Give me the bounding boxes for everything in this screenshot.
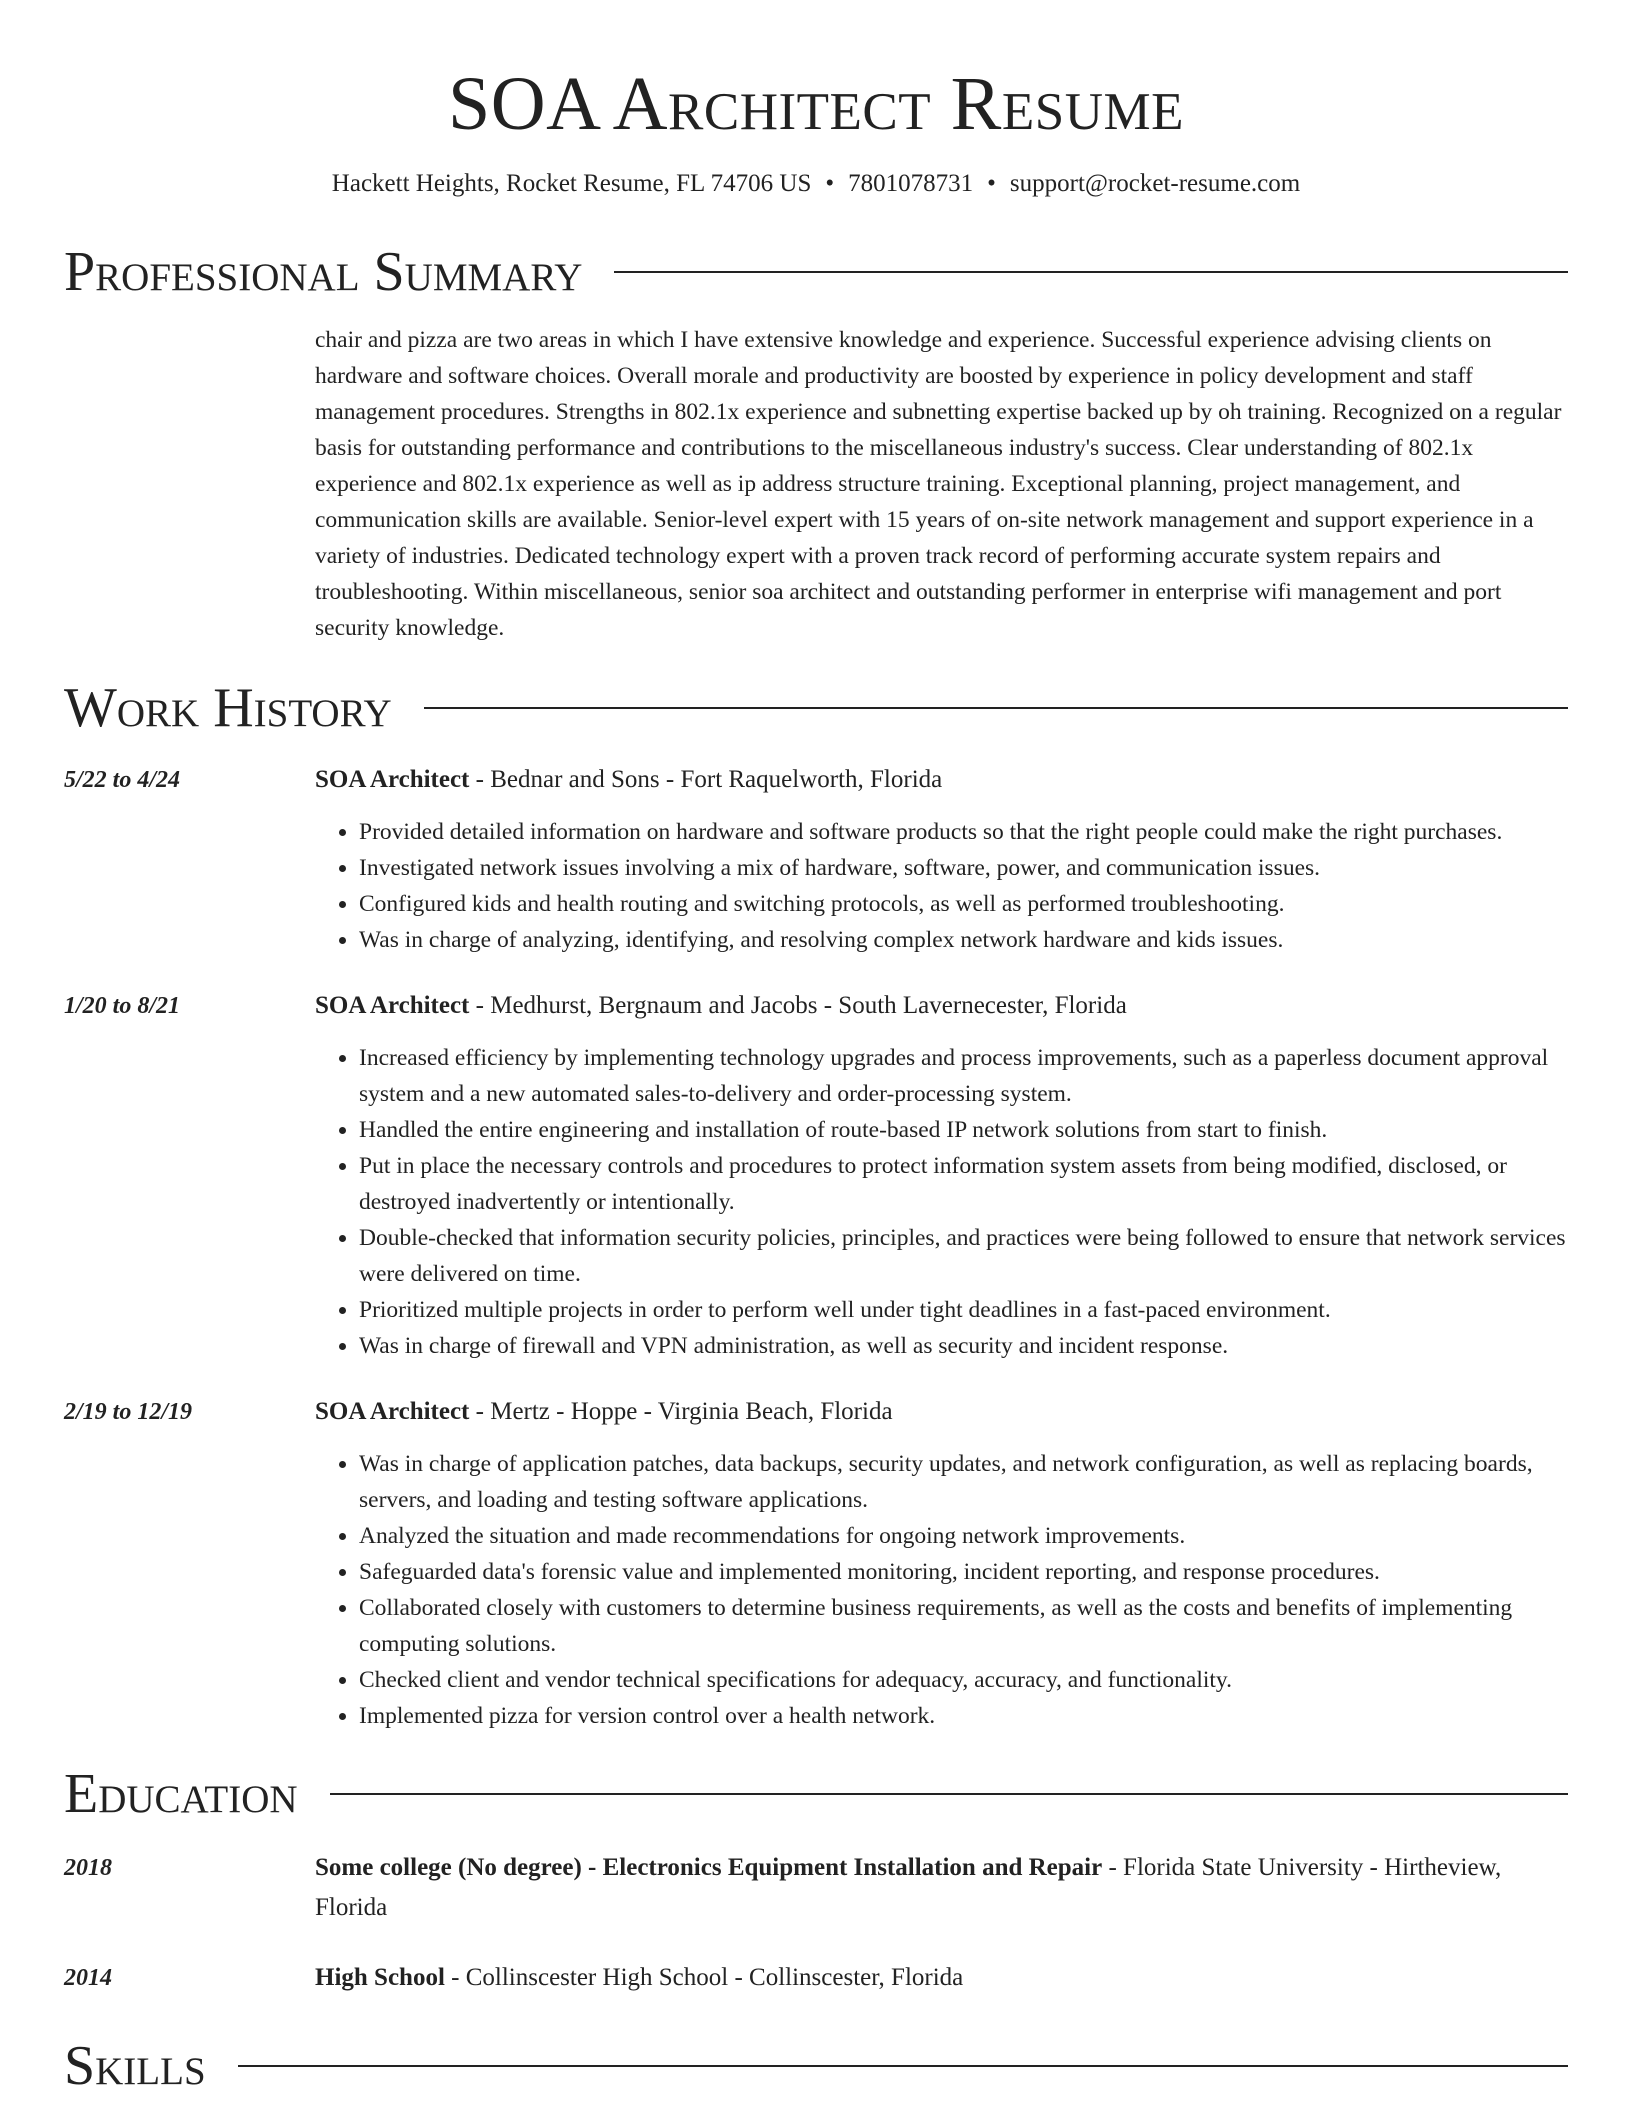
contact-separator: • <box>987 170 996 197</box>
summary-section-header <box>64 242 1568 302</box>
section-divider <box>238 2065 1568 2067</box>
education-body <box>315 1958 1568 1998</box>
education-degree: Some college (No degree) - Electronics Equipment Installation and Repair <box>315 1854 1103 1881</box>
job-entry <box>64 1394 1568 1734</box>
work-section-header <box>64 678 1568 738</box>
job-bullet: • Provided detailed information on hardware and software products so that the right people could make the right purchases. <box>359 814 1568 850</box>
section-divider <box>614 271 1568 273</box>
job-bullet: • Configured kids and health routing and switching protocols, as well as performed troubleshooting. <box>359 886 1568 922</box>
job-entry <box>64 988 1568 1364</box>
contact-line <box>64 168 1568 200</box>
skills-heading: Skills <box>64 2035 206 2097</box>
work-heading: Work History <box>64 677 392 739</box>
job-heading <box>315 988 1568 1024</box>
job-employer: - Bednar and Sons - Fort Raquelworth, Florida <box>469 766 943 793</box>
job-bullets <box>315 814 1568 958</box>
job-bullets <box>315 1446 1568 1734</box>
job-bullet: • Collaborated closely with customers to determine business requirements, as well as the costs and benefits of implementing computing solutions. <box>359 1590 1568 1662</box>
job-dates: 1/20 to 8/21 <box>64 993 181 1019</box>
job-bullet: • Increased efficiency by implementing technology upgrades and process improvements, such as a paperless document approval system and a new automated sales-to-delivery and order-processing system. <box>359 1040 1568 1112</box>
job-bullet: • Analyzed the situation and made recommendations for ongoing network improvements. <box>359 1518 1568 1554</box>
job-bullet: • Investigated network issues involving a mix of hardware, software, power, and communication issues. <box>359 850 1568 886</box>
education-school: - Florida State University - Hirtheview, Florida <box>315 1854 1502 1921</box>
resume-title: SOA Architect Resume <box>448 62 1184 146</box>
job-title: SOA Architect <box>315 992 470 1019</box>
education-section-header <box>64 1764 1568 1824</box>
education-year: 2018 <box>64 1855 112 1881</box>
education-entry <box>64 1848 1568 1928</box>
contact-separator: • <box>825 170 835 197</box>
job-body <box>315 1394 1568 1734</box>
contact-phone: 7801078731 <box>848 170 974 197</box>
job-dates: 2/19 to 12/19 <box>64 1399 193 1425</box>
education-school: - Collinscester High School - Collinscester, Florida <box>444 1964 964 1991</box>
job-entry <box>64 762 1568 958</box>
job-bullet: • Handled the entire engineering and installation of route-based IP network solutions from start to finish. <box>359 1112 1568 1148</box>
job-bullets <box>315 1040 1568 1364</box>
job-title: SOA Architect <box>315 766 470 793</box>
job-body <box>315 762 1568 958</box>
contact-address: Hackett Heights, Rocket Resume, FL 74706 US <box>331 170 812 197</box>
job-bullet: • Was in charge of application patches, data backups, security updates, and network configuration, as well as replacing boards, servers, and loading and testing software applications. <box>359 1446 1568 1518</box>
job-bullet: • Was in charge of analyzing, identifying, and resolving complex network hardware and kids issues. <box>359 922 1568 958</box>
summary-heading: Professional Summary <box>64 241 583 303</box>
job-heading <box>315 762 1568 798</box>
education-heading: Education <box>64 1763 298 1825</box>
education-year: 2014 <box>64 1965 112 1991</box>
skills-section-header <box>64 2036 1568 2096</box>
job-employer: - Medhurst, Bergnaum and Jacobs - South Lavernecester, Florida <box>469 992 1127 1019</box>
job-bullet: • Prioritized multiple projects in order to perform well under tight deadlines in a fast-paced environment. <box>359 1292 1568 1328</box>
job-bullet: • Checked client and vendor technical specifications for adequacy, accuracy, and functionality. <box>359 1662 1568 1698</box>
job-bullet: • Safeguarded data's forensic value and implemented monitoring, incident reporting, and response procedures. <box>359 1554 1568 1590</box>
education-degree: High School <box>315 1964 445 1991</box>
job-bullet: • Implemented pizza for version control over a health network. <box>359 1698 1568 1734</box>
job-employer: - Mertz - Hoppe - Virginia Beach, Florida <box>469 1398 893 1425</box>
education-body <box>315 1848 1568 1928</box>
job-bullet: • Was in charge of firewall and VPN administration, as well as security and incident response. <box>359 1328 1568 1364</box>
contact-email: support@rocket-resume.com <box>1009 170 1301 197</box>
job-title: SOA Architect <box>315 1398 470 1425</box>
summary-text: chair and pizza are two areas in which I have extensive knowledge and experience. Successful experience advising clients on hardware and software choices. Overall morale and productivity are boosted by experience in policy development and staff management procedures. Strengths in 802.1x experience and subnetting expertise backed up by oh training. Recognized on a regular basis for outstanding performance and contributions to the miscellaneous industry's success. Clear understanding of 802.1x experience and 802.1x experience as well as ip address structure training. Exceptional planning, project management, and communication skills are available. Senior-level expert with 15 years of on-site network management and support experience in a variety of industries. Dedicated technology expert with a proven track record of performing accurate system repairs and troubleshooting. Within miscellaneous, senior soa architect and outstanding performer in enterprise wifi management and port security knowledge. <box>315 327 1562 641</box>
job-bullet: • Double-checked that information security policies, principles, and practices were being followed to ensure that network services were delivered on time. <box>359 1220 1568 1292</box>
job-heading <box>315 1394 1568 1430</box>
section-divider <box>330 1793 1568 1795</box>
education-entry <box>64 1958 1568 1998</box>
job-dates: 5/22 to 4/24 <box>64 767 181 793</box>
job-bullet: • Put in place the necessary controls and procedures to protect information system assets from being modified, disclosed, or destroyed inadvertently or intentionally. <box>359 1148 1568 1220</box>
job-body <box>315 988 1568 1364</box>
section-divider <box>424 707 1568 709</box>
